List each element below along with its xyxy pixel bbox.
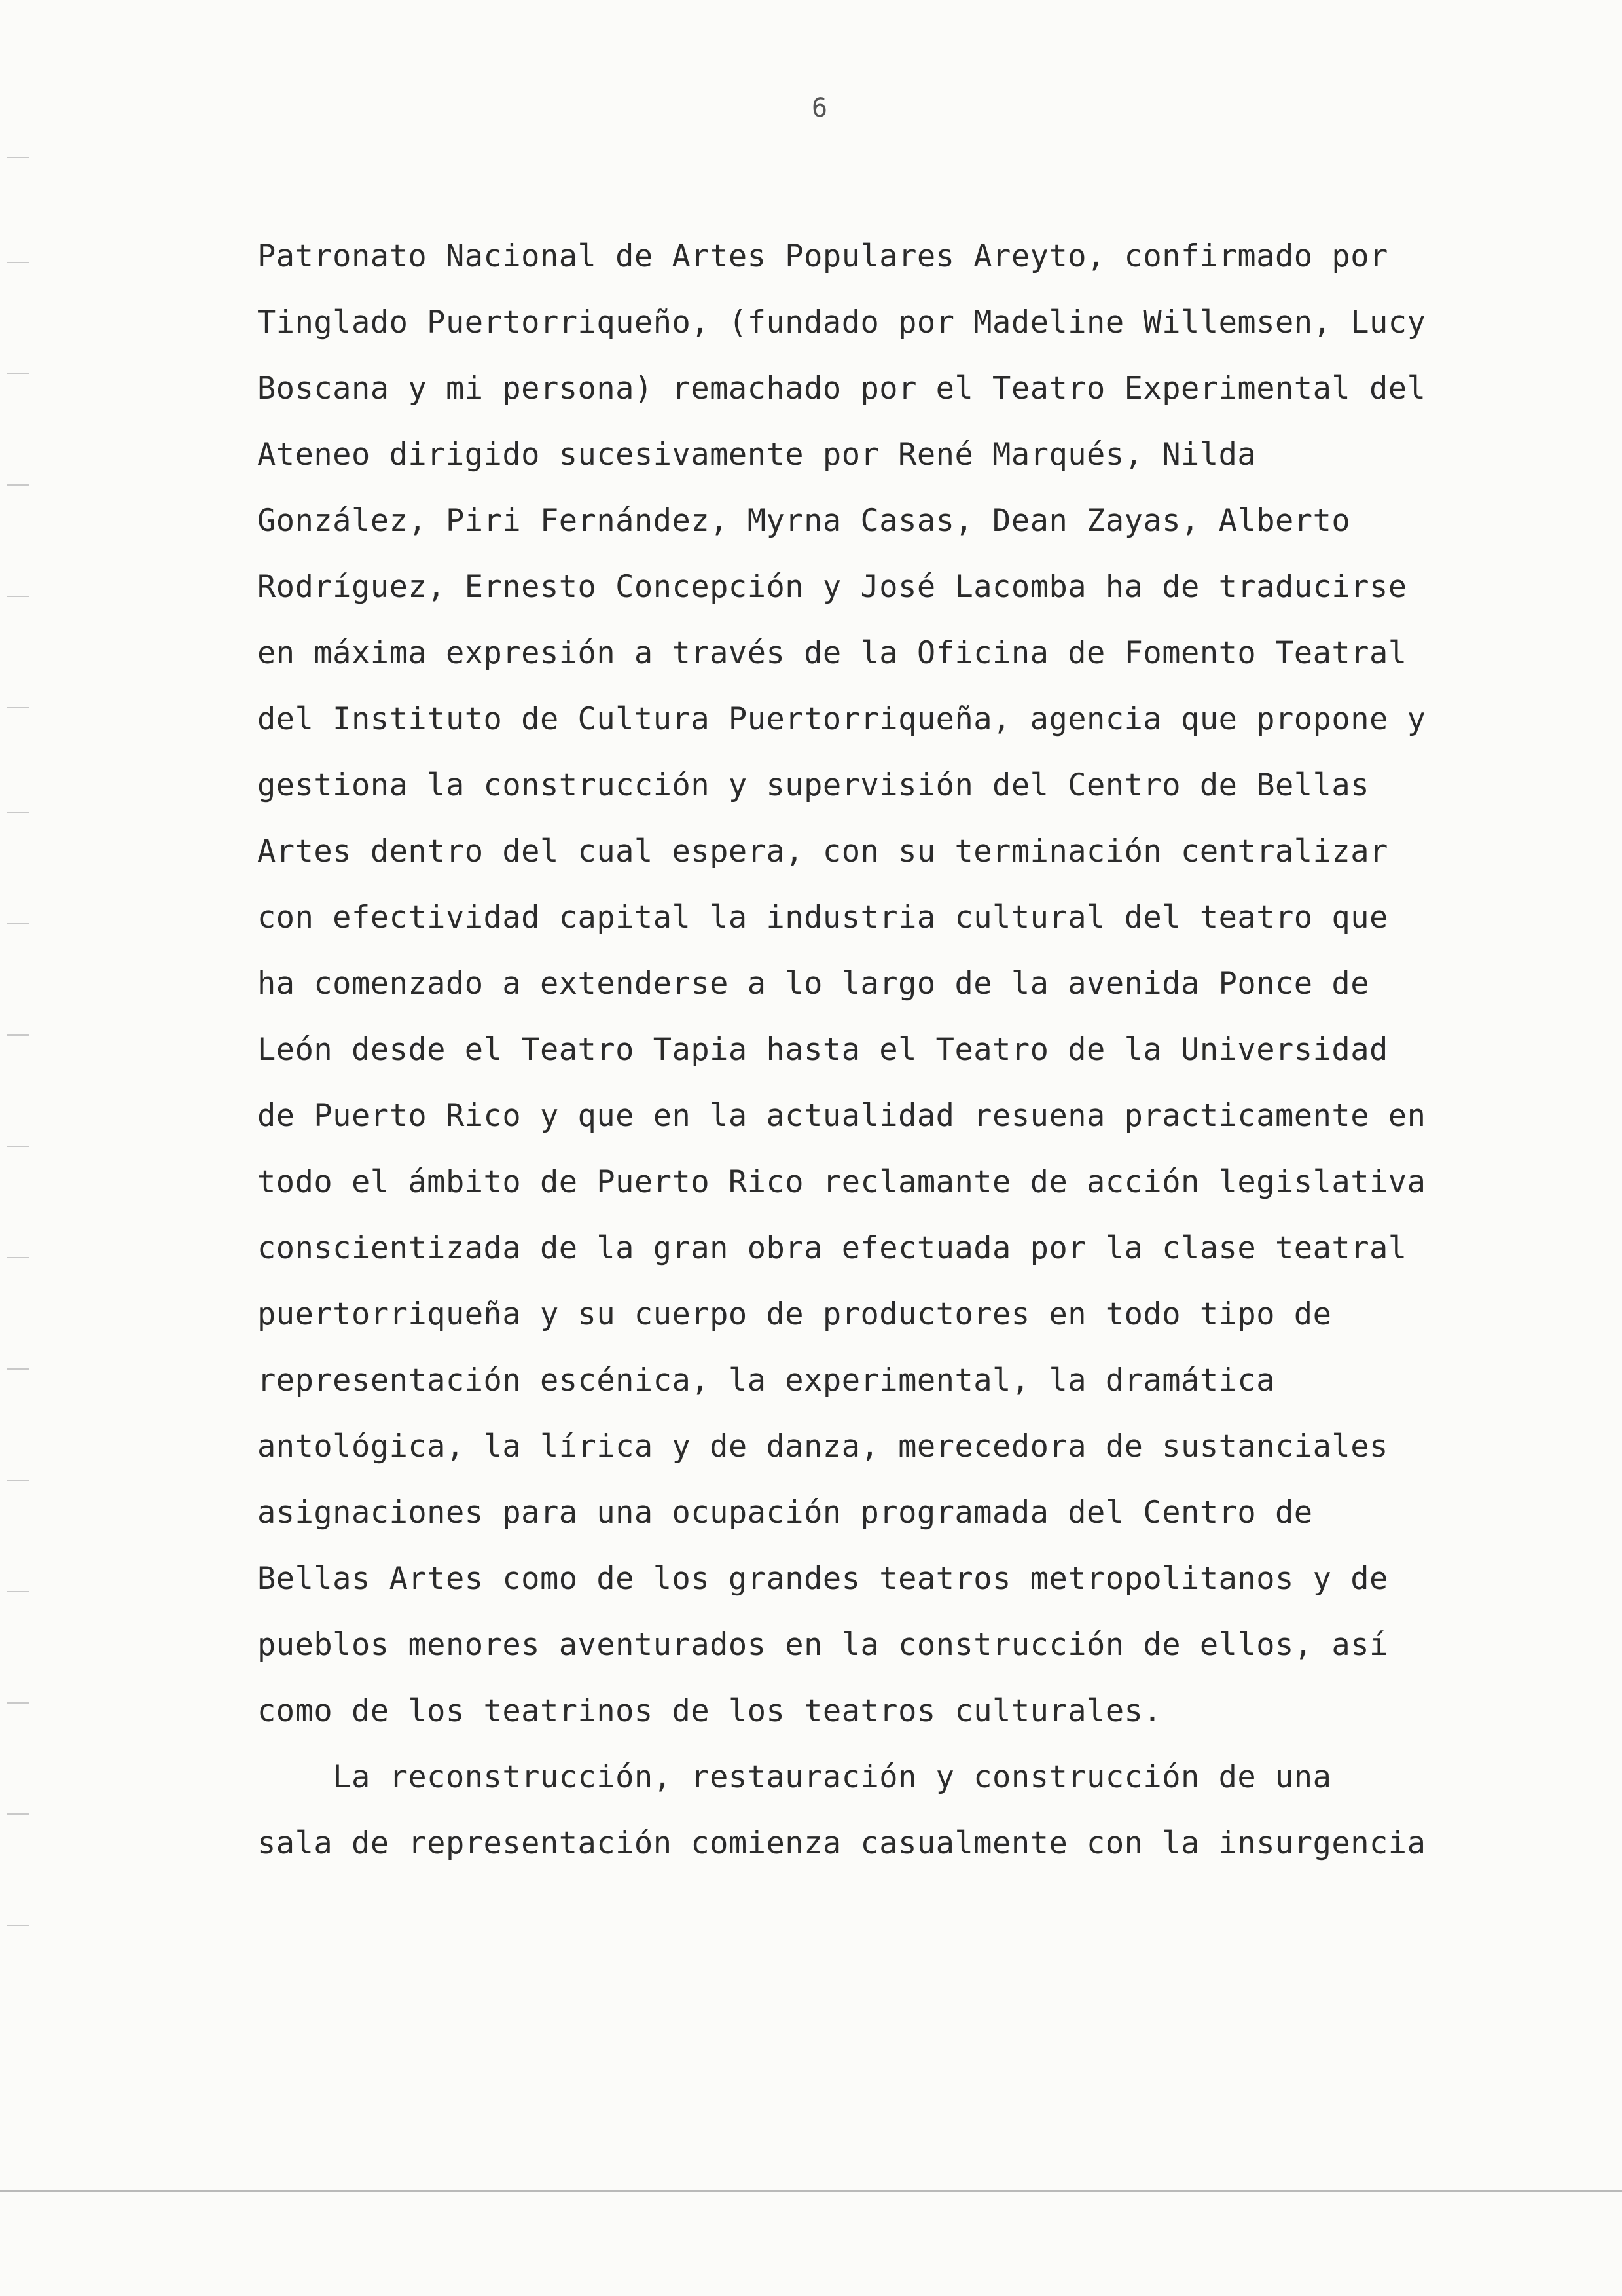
- margin-mark: [7, 1257, 29, 1258]
- margin-mark: [7, 1034, 29, 1036]
- body-line: en máxima expresión a través de la Oficina de Fomento Teatral: [257, 635, 1407, 671]
- body-line: Boscana y mi persona) remachado por el Teatro Experimental del: [257, 371, 1426, 407]
- body-line: como de los teatrinos de los teatros culturales.: [257, 1693, 1162, 1729]
- margin-mark: [7, 707, 29, 708]
- margin-mark: [7, 1480, 29, 1481]
- body-line: puertorriqueña y su cuerpo de productores en todo tipo de: [257, 1296, 1332, 1332]
- body-line: todo el ámbito de Puerto Rico reclamante de acción legislativa: [257, 1164, 1426, 1200]
- body-line: representación escénica, la experimental, la dramática: [257, 1362, 1276, 1398]
- margin-mark: [7, 484, 29, 486]
- body-line: Artes dentro del cual espera, con su terminación centralizar: [257, 833, 1388, 869]
- body-line: ha comenzado a extenderse a lo largo de la avenida Ponce de: [257, 966, 1369, 1002]
- body-line: Rodríguez, Ernesto Concepción y José Lacomba ha de traducirse: [257, 569, 1407, 605]
- body-line: Tinglado Puertorriqueño, (fundado por Madeline Willemsen, Lucy: [257, 304, 1426, 340]
- body-line: Bellas Artes como de los grandes teatros metropolitanos y de: [257, 1561, 1388, 1597]
- margin-mark: [7, 1702, 29, 1704]
- margin-mark: [7, 1368, 29, 1370]
- page-number: 6: [812, 93, 828, 123]
- body-line: Patronato Nacional de Artes Populares Areyto, confirmado por: [257, 238, 1388, 274]
- body-line: sala de representación comienza casualmente con la insurgencia: [257, 1825, 1426, 1861]
- body-line: Ateneo dirigido sucesivamente por René Marqués, Nilda: [257, 437, 1257, 473]
- body-line: de Puerto Rico y que en la actualidad resuena practicamente en: [257, 1098, 1426, 1134]
- bottom-rule: [0, 2190, 1622, 2192]
- body-line: asignaciones para una ocupación programada del Centro de: [257, 1495, 1313, 1531]
- margin-mark: [7, 262, 29, 263]
- margin-mark: [7, 1146, 29, 1147]
- margin-mark: [7, 1591, 29, 1592]
- body-line: León desde el Teatro Tapia hasta el Teatro de la Universidad: [257, 1032, 1388, 1068]
- margin-mark: [7, 1925, 29, 1926]
- margin-mark: [7, 923, 29, 924]
- margin-mark: [7, 812, 29, 813]
- margin-mark: [7, 1813, 29, 1815]
- body-line: del Instituto de Cultura Puertorriqueña, agencia que propone y: [257, 701, 1426, 737]
- body-line: gestiona la construcción y supervisión del Centro de Bellas: [257, 767, 1369, 803]
- margin-mark: [7, 373, 29, 374]
- body-line: antológica, la lírica y de danza, merecedora de sustanciales: [257, 1429, 1388, 1465]
- margin-mark: [7, 157, 29, 158]
- margin-mark: [7, 596, 29, 597]
- body-line: González, Piri Fernández, Myrna Casas, Dean Zayas, Alberto: [257, 503, 1351, 539]
- body-line: La reconstrucción, restauración y construcción de una: [257, 1759, 1332, 1795]
- body-line: con efectividad capital la industria cultural del teatro que: [257, 900, 1388, 936]
- body-line: conscientizada de la gran obra efectuada por la clase teatral: [257, 1230, 1407, 1266]
- body-line: pueblos menores aventurados en la construcción de ellos, así: [257, 1627, 1388, 1663]
